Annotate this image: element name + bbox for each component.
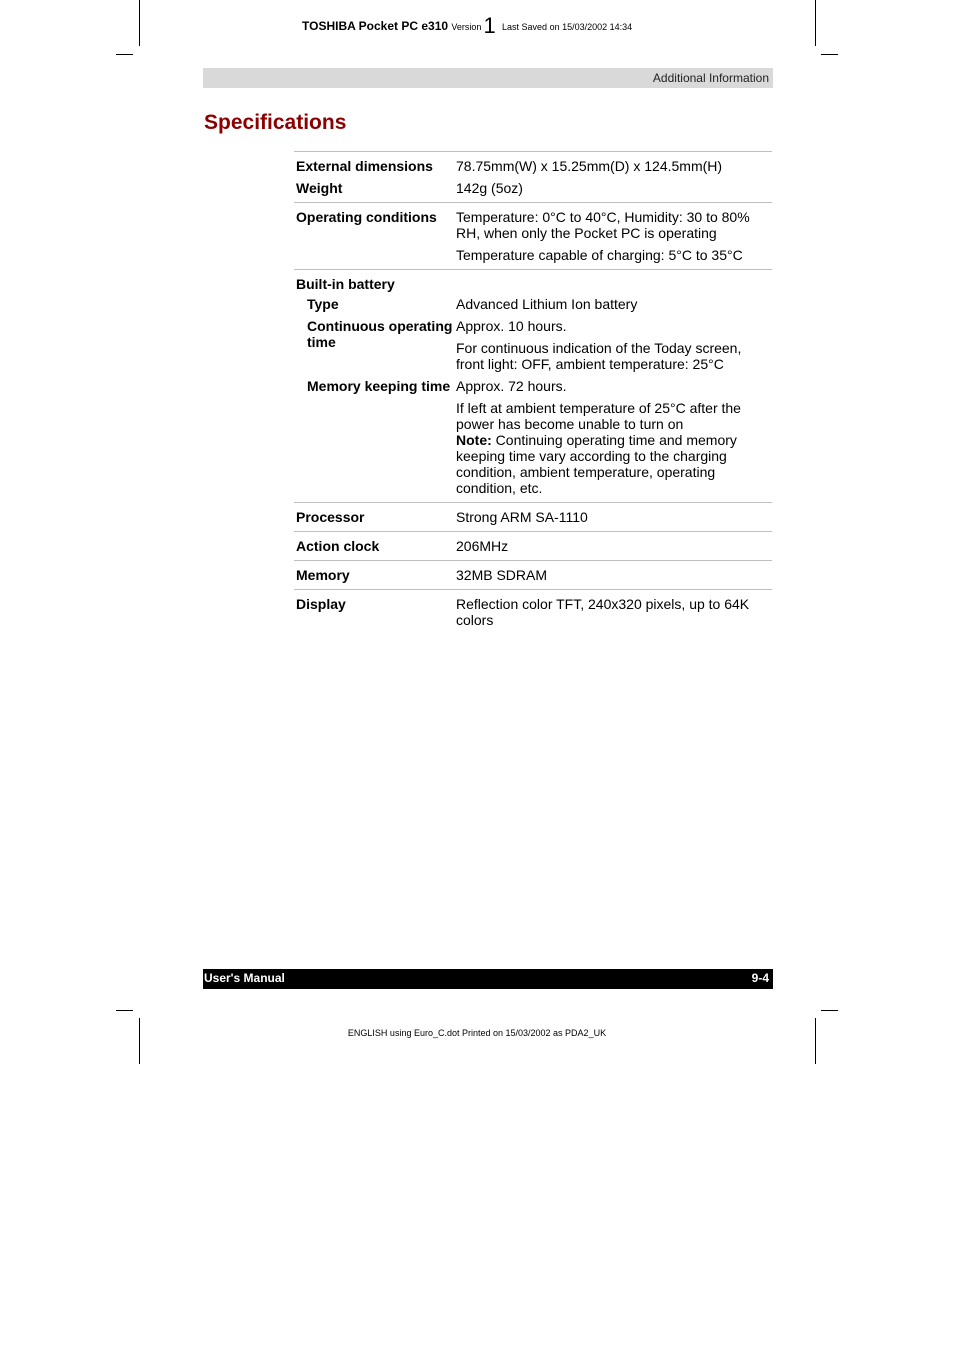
crop-mark <box>821 54 838 55</box>
crop-mark <box>139 1018 140 1064</box>
crop-mark <box>815 1018 816 1064</box>
spec-row <box>294 180 772 196</box>
spec-row <box>294 596 772 628</box>
spec-value: Temperature capable of charging: 5°C to 35°C <box>456 247 743 263</box>
page-title: Specifications <box>204 111 347 134</box>
version-number: 1 <box>483 13 496 38</box>
spec-row <box>294 296 772 312</box>
spec-row <box>294 209 772 241</box>
spec-value: 142g (5oz) <box>456 180 523 196</box>
section-label: Additional Information <box>652 71 769 85</box>
version-label: Version <box>451 22 482 32</box>
spec-row <box>294 538 772 554</box>
print-info: ENGLISH using Euro_C.dot Printed on 15/03/2002 as PDA2_UK <box>347 1028 607 1038</box>
spec-value: 32MB SDRAM <box>456 567 548 583</box>
spec-sublabel: Type <box>307 296 339 312</box>
spec-group-clock <box>294 531 772 560</box>
spec-value: Temperature: 0°C to 40°C, Humidity: 30 to 80% RH, when only the Pocket PC is operating <box>456 209 750 241</box>
spec-value: 78.75mm(W) x 15.25mm(D) x 124.5mm(H) <box>456 158 723 174</box>
spec-label: Display <box>296 596 346 612</box>
spec-value: Advanced Lithium Ion battery <box>456 296 638 312</box>
spec-value: 206MHz <box>456 538 509 554</box>
crop-mark <box>815 0 816 46</box>
spec-sublabel: Continuous operating time <box>307 318 453 350</box>
crop-mark <box>116 54 133 55</box>
last-saved: Last Saved on 15/03/2002 14:34 <box>502 22 633 32</box>
page-number: 9-4 <box>751 971 769 985</box>
spec-row <box>294 276 772 292</box>
spec-row <box>294 318 772 372</box>
spec-group-operating <box>294 202 772 269</box>
spec-value: Strong ARM SA-1110 <box>456 509 588 525</box>
spec-sublabel: Memory keeping time <box>307 378 451 394</box>
spec-label: Weight <box>296 180 343 196</box>
crop-mark <box>821 1010 838 1011</box>
spec-detail: If left at ambient temperature of 25°C after the power has become unable to turn on <box>456 400 741 432</box>
spec-group-battery <box>294 269 772 502</box>
spec-row <box>294 378 772 496</box>
spec-value: Approx. 72 hours. <box>456 378 567 394</box>
spec-label: External dimensions <box>296 158 433 174</box>
spec-row <box>294 567 772 583</box>
spec-label: Processor <box>296 509 365 525</box>
spec-row <box>294 509 772 525</box>
spec-value: Approx. 10 hours. <box>456 318 567 334</box>
spec-value: Reflection color TFT, 240x320 pixels, up to 64K colors <box>456 596 750 628</box>
spec-detail: For continuous indication of the Today screen, front light: OFF, ambient temperature: 25°C <box>456 340 742 372</box>
note-text: Continuing operating time and memory keeping time vary according to the charging condition, ambient temperature, operating condition, etc. <box>456 432 737 496</box>
note-label: Note: <box>456 432 492 448</box>
spec-group-processor <box>294 502 772 531</box>
manual-label: User's Manual <box>204 971 285 985</box>
spec-label: Action clock <box>296 538 380 554</box>
spec-label: Memory <box>296 567 350 583</box>
spec-row <box>294 247 772 263</box>
spec-group-dimensions <box>294 151 772 202</box>
spec-label: Operating conditions <box>296 209 437 225</box>
spec-table <box>294 151 772 634</box>
spec-note <box>456 432 772 496</box>
section-bar <box>203 68 773 88</box>
spec-label: Built-in battery <box>296 276 395 292</box>
crop-mark <box>139 0 140 46</box>
spec-group-display <box>294 589 772 634</box>
document-header <box>302 10 632 36</box>
product-name: TOSHIBA Pocket PC e310 <box>302 19 449 33</box>
spec-row <box>294 158 772 174</box>
crop-mark <box>116 1010 133 1011</box>
spec-group-memory <box>294 560 772 589</box>
footer-bar <box>203 969 773 989</box>
